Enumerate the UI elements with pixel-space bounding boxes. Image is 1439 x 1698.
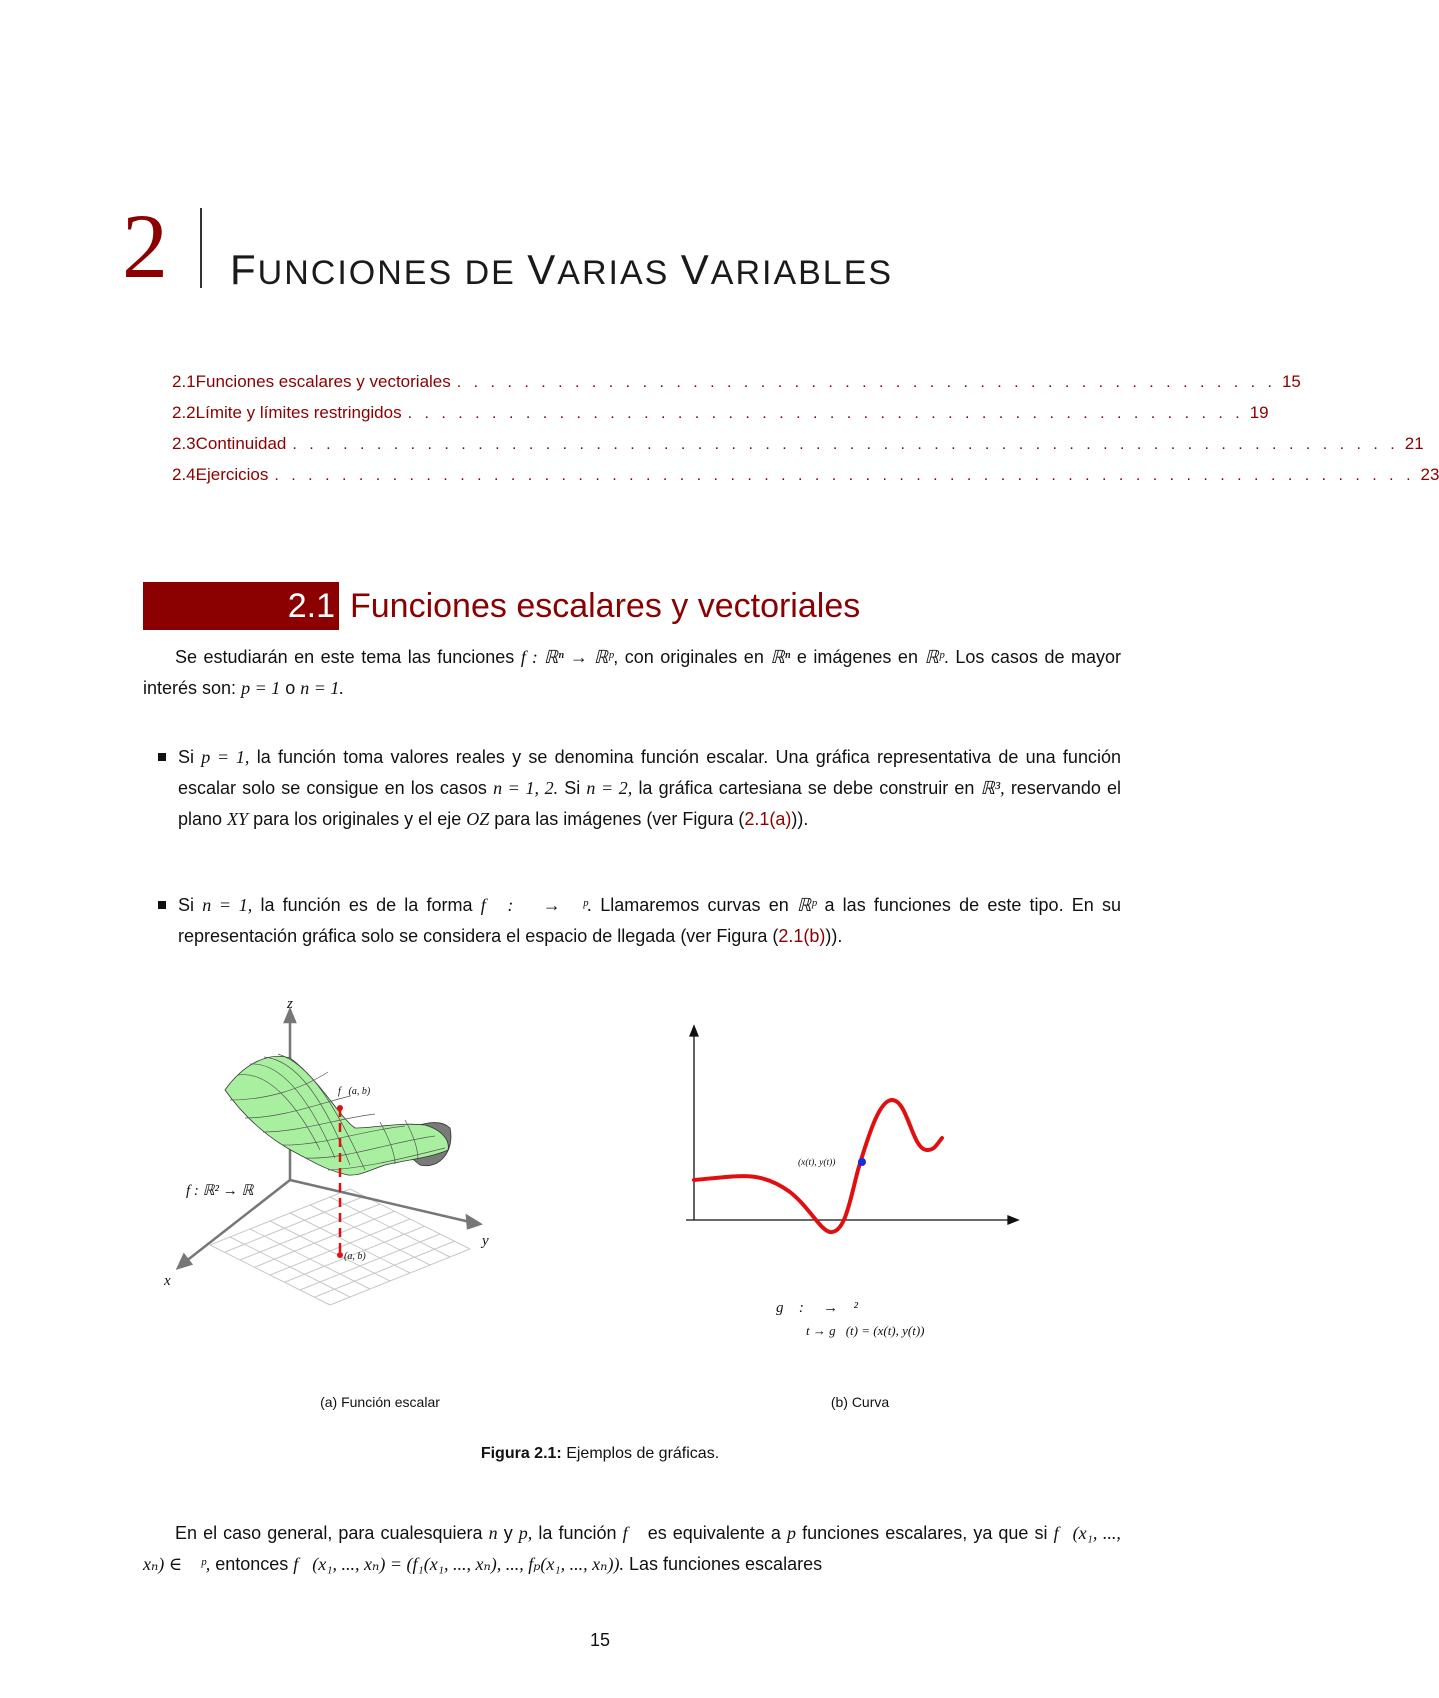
bullet-item-scalar (178, 742, 1121, 835)
chapter-title-initial: F (230, 246, 258, 293)
surface-mesh (225, 1054, 451, 1175)
figure-ref-link[interactable]: 2.1(b) (778, 926, 826, 946)
math-inline: p, (518, 1523, 533, 1543)
section-number: 2.1 (287, 587, 335, 625)
scalar-surface-plot (150, 996, 570, 1330)
math-inline: n (488, 1523, 498, 1543)
toc-leader-dots: . . . . . . . . . . . . . . . . . . . . . . . . . . . . . . . . . . . . . . . . . . . . . . . . . . . . . . . . . . . . . . . . . . (292, 436, 1399, 453)
figure-ref-link[interactable]: 2.1(a) (744, 809, 792, 829)
math-rp: ℝᵖ (924, 647, 944, 667)
bullet-text: Si (178, 747, 195, 767)
intro-text: , con originales en (613, 647, 764, 667)
toc-entry[interactable] (172, 465, 1439, 496)
closing-text: es equivalente a (647, 1523, 781, 1543)
chapter-title (230, 246, 894, 293)
figure-curve (680, 1020, 1030, 1355)
math-rn: ℝⁿ (770, 647, 791, 667)
toc-entry-page[interactable]: 23 (1420, 465, 1439, 484)
bullet-text: reservando el plano (178, 778, 1122, 829)
subcaption-b: (b) Curva (830, 1394, 890, 1410)
closing-text: la función (538, 1523, 617, 1543)
page-number: 15 (589, 1630, 611, 1650)
intro-paragraph (143, 642, 1121, 704)
math-inline: ℝ³, (980, 778, 1005, 798)
math-inline: p = 1, (201, 747, 250, 767)
math-inline: ℝᵖ (796, 895, 817, 915)
math-f-signature: f : ℝⁿ → ℝᵖ (520, 647, 614, 667)
closing-text: y (503, 1523, 513, 1543)
curve-plot (680, 1020, 1030, 1350)
label-base-point: (a, b) (344, 1251, 366, 1262)
subcaption-a: (a) Función escalar (320, 1394, 440, 1410)
curve-point (858, 1158, 866, 1166)
figure-caption-label: Figura 2.1: (480, 1445, 562, 1462)
bullet-text: la función toma valores reales y se denomina función escalar. Una gráfica representativa de una función escalar solo se consigue en los casos (178, 747, 1121, 798)
chapter-title-part3-initial: V (680, 246, 711, 293)
closing-text: entonces (215, 1554, 289, 1574)
toc-leader-dots: . . . . . . . . . . . . . . . . . . . . . . . . . . . . . . . . . . . . . . . . . . . . . . . . . . . . . . . . . . . . . . . . . . . . (274, 467, 1415, 484)
chapter-heading (122, 195, 1082, 300)
chapter-number: 2 (122, 195, 168, 297)
toc-entry-number: 2.4 (172, 465, 196, 484)
math-inline: n = 1, 2. (493, 778, 559, 798)
bullet-text: Si (178, 895, 195, 915)
toc-entry-number: 2.1 (172, 372, 196, 391)
closing-paragraph (143, 1518, 1121, 1580)
toc-entry-page[interactable]: 19 (1249, 403, 1269, 422)
axis-label-y: y (482, 1233, 489, 1249)
math-inline: p (787, 1523, 797, 1543)
label-g-definition: t → g⃗(t) = (x(t), y(t)) (806, 1323, 925, 1338)
toc-entry-page[interactable]: 21 (1404, 434, 1424, 453)
toc-leader-dots: . . . . . . . . . . . . . . . . . . . . . . . . . . . . . . . . . . . . . . . . . . . . . . . . . (456, 374, 1276, 391)
bullet-text: la función es de la forma (260, 895, 473, 915)
bullet-text: para las imágenes (ver Figura ( (494, 809, 745, 829)
axis-label-x: x (164, 1273, 171, 1289)
toc-entry[interactable] (172, 372, 1301, 403)
chapter-title-part3: ARIABLES (710, 254, 894, 292)
label-curve-point: (x(t), y(t)) (798, 1158, 836, 1168)
toc-entry-title[interactable]: Continuidad (195, 434, 287, 453)
intro-text: Se estudiarán en este tema las funciones (175, 647, 515, 667)
bullet-text: Si (564, 778, 581, 798)
math-inline: f⃗ : ℝ → ℝᵖ. (480, 895, 593, 915)
toc-entry-title[interactable]: Funciones escalares y vectoriales (195, 372, 451, 391)
intro-text: o (285, 678, 296, 698)
bullet-text: para los originales y el eje (253, 809, 462, 829)
toc-entry-number: 2.3 (172, 434, 196, 453)
bullet-item-curve (178, 890, 1121, 952)
chapter-divider (200, 208, 202, 288)
closing-text: Las funciones escalares (628, 1554, 823, 1574)
base-point (337, 1252, 343, 1258)
section-title: Funciones escalares y vectoriales (350, 587, 861, 625)
math-inline: XY (227, 809, 249, 829)
table-of-contents (172, 372, 1439, 496)
bullet-text: a las funciones de este tipo. En su representación gráfica solo se considera el espacio de llegada (ver Figura ( (178, 895, 1121, 946)
math-inline: f⃗(x₁, ..., xₙ) = (f₁(x₁, ..., xₙ), ..., fₚ(x₁, ..., xₙ)). (293, 1554, 624, 1574)
math-p-equals-1: p = 1 (241, 678, 281, 698)
label-surface-point: f⃗(a, b) (338, 1086, 371, 1097)
math-n-equals-1: n = 1. (300, 678, 344, 698)
figure-caption-text: Ejemplos de gráficas. (566, 1445, 720, 1462)
toc-entry[interactable] (172, 403, 1269, 434)
math-inline: OZ (466, 809, 490, 829)
math-inline: n = 2, (586, 778, 633, 798)
figure-scalar-function (150, 996, 570, 1335)
label-g-signature: g⃗ : ℝ → ℝ² (776, 1300, 858, 1316)
toc-leader-dots: . . . . . . . . . . . . . . . . . . . . . . . . . . . . . . . . . . . . . . . . . . . . . . . . . . (407, 405, 1244, 422)
toc-entry[interactable] (172, 434, 1424, 465)
bullet-square-icon (158, 901, 166, 909)
math-inline: f⃗ (622, 1523, 642, 1543)
closing-text: funciones escalares, ya que si (802, 1523, 1048, 1543)
bullet-text: Llamaremos curvas en (600, 895, 789, 915)
intro-text: . Los casos de mayor interés son: (143, 647, 1122, 698)
chapter-title-part2-initial: V (527, 246, 558, 293)
toc-entry-page[interactable]: 15 (1281, 372, 1301, 391)
math-inline: n = 1, (202, 895, 253, 915)
figure-caption (0, 1445, 1200, 1463)
intro-text: e imágenes en (796, 647, 918, 667)
toc-entry-number: 2.2 (172, 403, 196, 422)
bullet-square-icon (158, 753, 166, 761)
toc-entry-title[interactable]: Ejercicios (195, 465, 269, 484)
bullet-text: )). (791, 809, 809, 829)
chapter-title-part2: ARIAS (557, 254, 681, 292)
bullet-text: )). (825, 926, 843, 946)
bullet-text: la gráfica cartesiana se debe construir en (638, 778, 975, 798)
label-function-signature: f : ℝ² → ℝ (186, 1183, 254, 1199)
axis-label-z: z (287, 996, 293, 1012)
toc-entry-title[interactable]: Límite y límites restringidos (195, 403, 402, 422)
closing-text: En el caso general, para cualesquiera (175, 1523, 483, 1543)
chapter-title-part1: UNCIONES DE (257, 254, 528, 292)
surface-point (337, 1105, 343, 1111)
math-inline: f⃗(x₁, ..., xₙ) ∈ ℝᵖ, (143, 1523, 1121, 1574)
